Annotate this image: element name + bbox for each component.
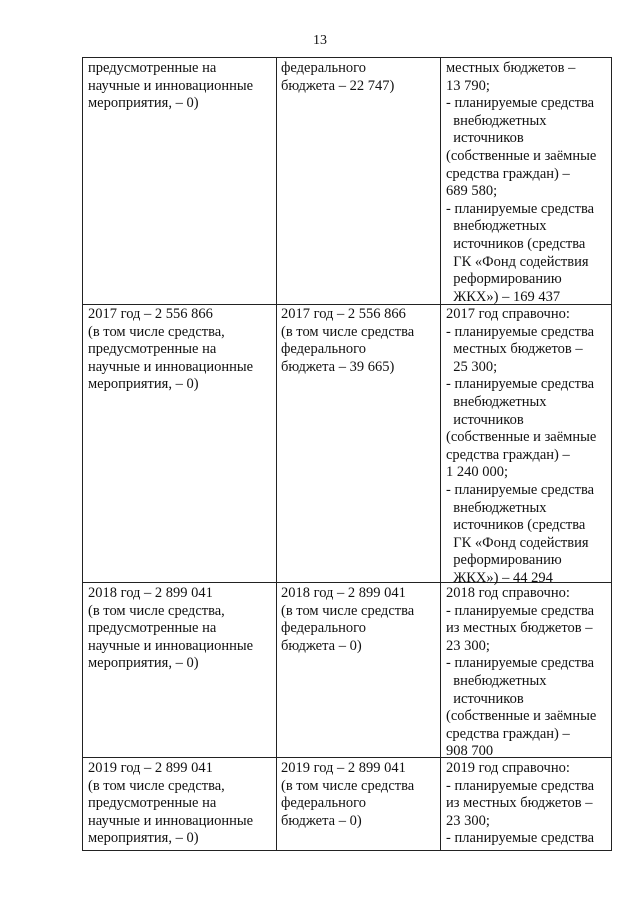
column-divider-2	[440, 57, 441, 851]
table-cell-reference: 2017 год справочно: - планируемые средства местных бюджетов – 25 300; - планируемые средства внебюджетных источников (собственные и заёмные средства граждан) – 1 240 000; - планируемые средства внебюджетных источников (средства ГК «Фонд содействия реформированию ЖКХ») – 44 294	[446, 306, 597, 586]
table-cell-reference: 2018 год справочно: - планируемые средства из местных бюджетов – 23 300; - планируемые средства внебюджетных источников (собственные и заёмные средства граждан) – 908 700	[446, 585, 597, 760]
table-cell-federal: федерального бюджета – 22 747)	[281, 60, 395, 94]
table-cell-federal: 2019 год – 2 899 041 (в том числе средства федерального бюджета – 0)	[281, 760, 415, 829]
table-cell-reference: местных бюджетов – 13 790; - планируемые средства внебюджетных источников (собственные и заёмные средства граждан) – 689 580; - планируемые средства внебюджетных источников (средства ГК «Фонд содействия реформированию ЖКХ») – 169 437	[446, 60, 597, 305]
table-border-top	[82, 57, 612, 58]
table-cell-federal: 2017 год – 2 556 866 (в том числе средства федерального бюджета – 39 665)	[281, 306, 415, 375]
table-border-right	[611, 57, 612, 851]
table-cell-total: 2017 год – 2 556 866 (в том числе средства, предусмотренные на научные и инновационные мероприятия, – 0)	[88, 306, 254, 393]
page-number: 13	[313, 33, 327, 48]
table-cell-total: 2019 год – 2 899 041 (в том числе средства, предусмотренные на научные и инновационные мероприятия, – 0)	[88, 760, 254, 847]
table-cell-reference: 2019 год справочно: - планируемые средства из местных бюджетов – 23 300; - планируемые средства	[446, 760, 595, 847]
column-divider-1	[276, 57, 277, 851]
table-cell-total: 2018 год – 2 899 041 (в том числе средства, предусмотренные на научные и инновационные мероприятия, – 0)	[88, 585, 254, 672]
table-border-left	[82, 57, 83, 851]
table-cell-federal: 2018 год – 2 899 041 (в том числе средства федерального бюджета – 0)	[281, 585, 415, 654]
table-border-bottom	[82, 850, 612, 851]
table-cell-total: предусмотренные на научные и инновационные мероприятия, – 0)	[88, 60, 254, 112]
